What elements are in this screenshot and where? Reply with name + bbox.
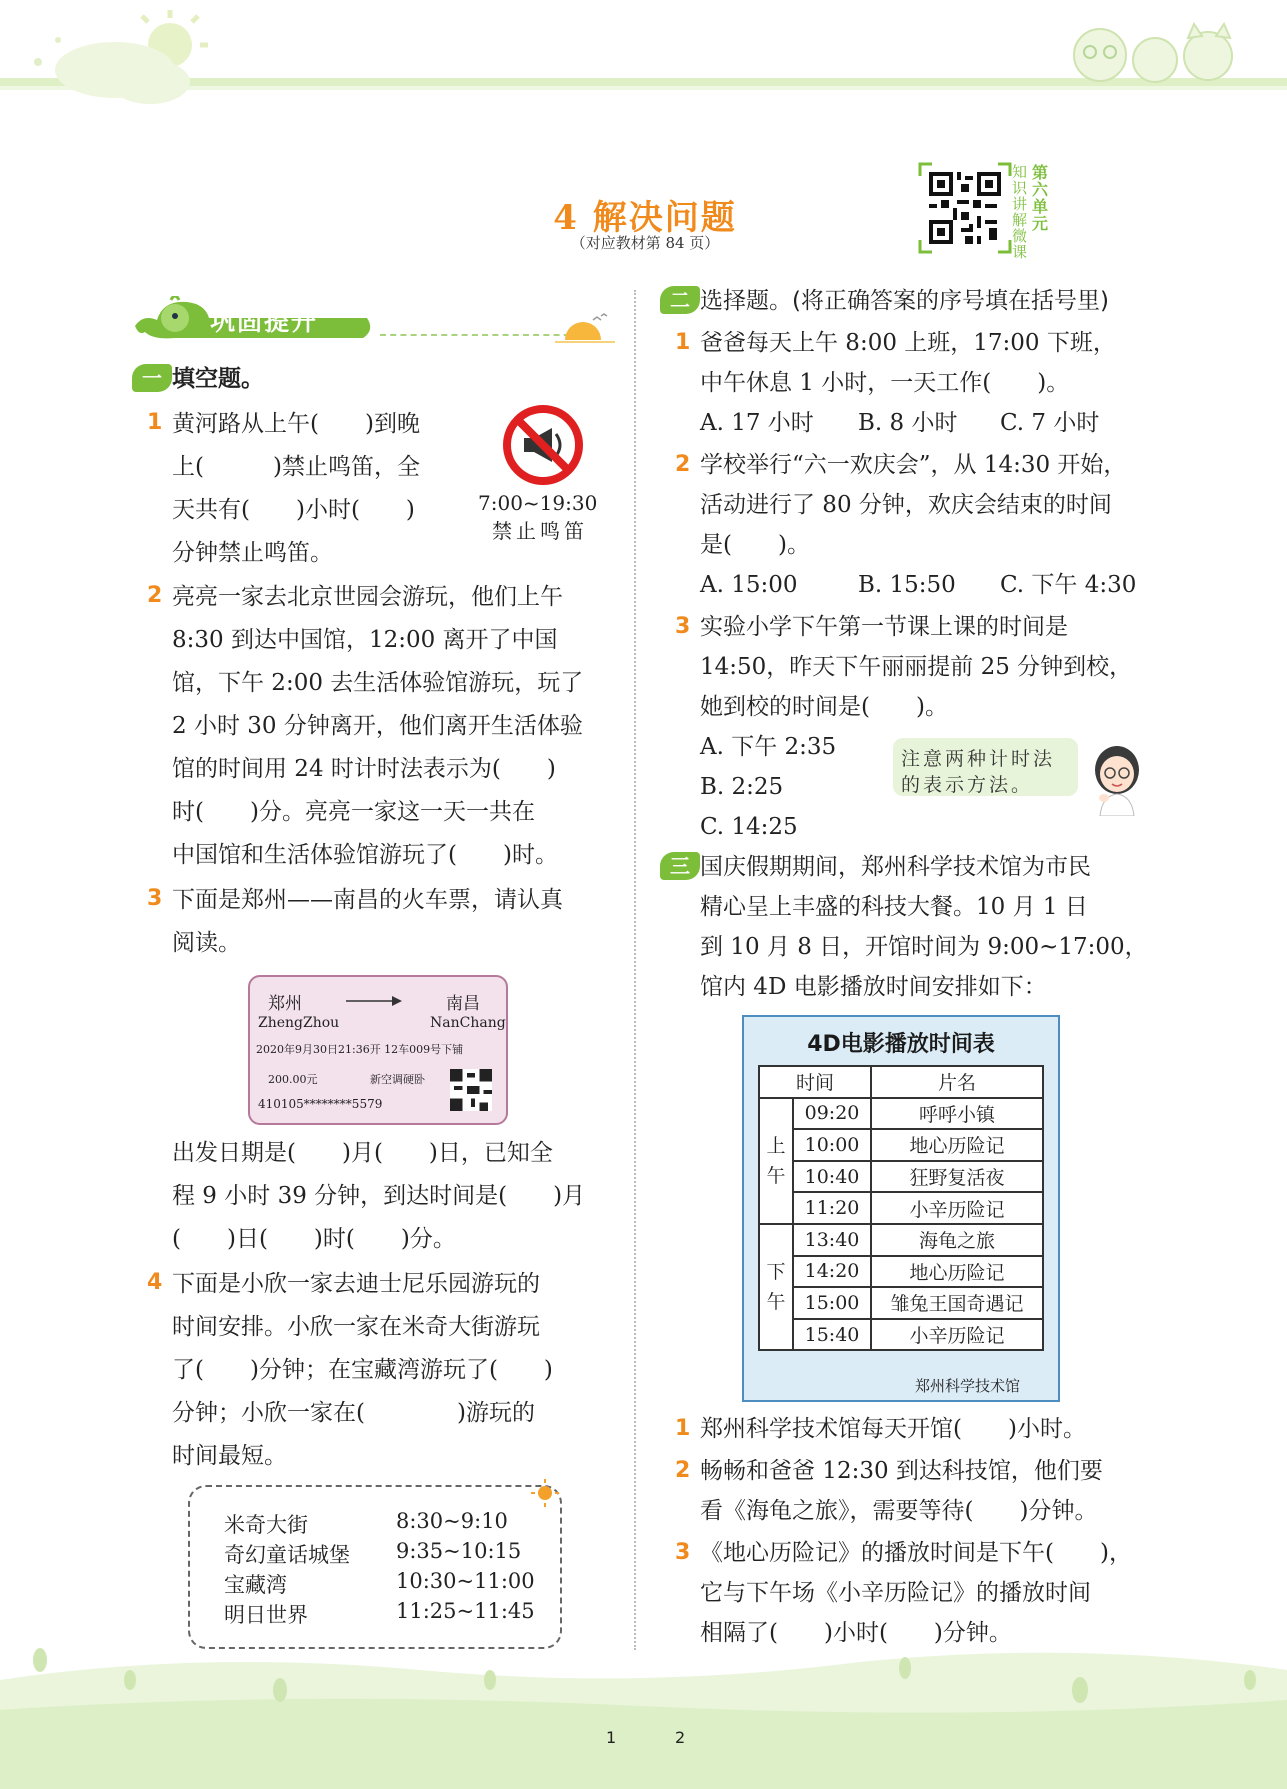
schedule-place: 宝藏湾 <box>224 1573 287 1597</box>
q4-line: 下面是小欣一家去迪士尼乐园游玩的 <box>172 1271 540 1297</box>
ticket-from-en: ZhengZhou <box>258 1015 340 1031</box>
s3-intro-line: 到 10 月 8 日，开馆时间为 9:00~17:00， <box>700 934 1148 960</box>
table-row <box>759 1161 1043 1193</box>
col-time-header: 时间 <box>759 1066 871 1098</box>
q2-line: 时( )分。亮亮一家这一天一共在 <box>172 799 535 825</box>
ticket-price: 200.00元 <box>268 1073 318 1086</box>
movie-name: 地心历险记 <box>871 1256 1043 1288</box>
s3-q3-line: 相隔了( )小时( )分钟。 <box>700 1620 1012 1646</box>
q3-line: 阅读。 <box>172 930 241 956</box>
table-row <box>759 1319 1043 1351</box>
sunset-icon <box>555 312 615 346</box>
movie-time: 15:40 <box>793 1319 871 1351</box>
q3-line: 下面是郑州——南昌的火车票，请认真 <box>172 887 563 913</box>
movie-name: 海龟之旅 <box>871 1224 1043 1256</box>
table-row <box>759 1098 1043 1130</box>
pm-label-char: 午 <box>766 1291 786 1314</box>
movie-time: 10:00 <box>793 1129 871 1161</box>
qr-frame <box>918 162 1012 254</box>
schedule-time: 9:35~10:15 <box>396 1539 522 1563</box>
s2-q3-line: 14:50，昨天下午丽丽提前 25 分钟到校， <box>700 654 1133 680</box>
q2-line: 8:30 到达中国馆，12:00 离开了中国 <box>172 627 558 653</box>
arrow-right-icon <box>346 995 402 1007</box>
animals-decoration <box>1060 20 1250 85</box>
column-divider <box>634 290 636 1650</box>
s2-q3-option-a: A. 下午 2:35 <box>700 734 837 760</box>
q2-line: 馆的时间用 24 时计时法表示为( ) <box>172 756 556 782</box>
ticket-qr-code <box>450 1069 492 1111</box>
sun-icon <box>530 1478 560 1508</box>
q1-line: 上( )禁止鸣笛，全 <box>172 454 420 480</box>
q1-line: 黄河路从上午( )到晚 <box>172 411 420 437</box>
q4-line: 了( )分钟；在宝藏湾游玩了( ) <box>172 1357 553 1383</box>
s3-q2-line: 畅畅和爸爸 12:30 到达科技馆，他们要 <box>700 1458 1103 1484</box>
q2-line: 亮亮一家去北京世园会游玩，他们上午 <box>172 584 563 610</box>
ticket-detail: 2020年9月30日21:36开 12车009号下铺 <box>256 1043 464 1056</box>
q4-line: 时间最短。 <box>172 1443 287 1469</box>
q1-number: 1 <box>147 410 163 435</box>
table-row <box>759 1192 1043 1224</box>
table-row <box>759 1129 1043 1161</box>
q4-line: 分钟；小欣一家在( )游玩的 <box>172 1400 535 1426</box>
ticket-id: 410105********5579 <box>258 1097 383 1111</box>
s3-q2-number: 2 <box>675 1458 691 1483</box>
disney-schedule <box>188 1485 562 1649</box>
section-1-title: 填空题。 <box>172 366 264 392</box>
movie-schedule-title: 4D电影播放时间表 <box>807 1032 995 1057</box>
q3-after-line: 出发日期是( )月( )日，已知全 <box>172 1140 553 1166</box>
q3-after-line: ( )日( )时( )分。 <box>172 1226 456 1252</box>
q3-number: 3 <box>147 886 163 911</box>
banner-label: 巩固提升 <box>210 307 319 336</box>
qr-label <box>1012 163 1072 261</box>
s2-q2-line: 是( )。 <box>700 532 810 558</box>
q2-line: 中国馆和生活体验馆游玩了( )时。 <box>172 842 558 868</box>
schedule-place: 米奇大街 <box>224 1513 308 1537</box>
s3-intro-line: 国庆假期期间，郑州科学技术馆为市民 <box>700 854 1091 880</box>
q4-line: 时间安排。小欣一家在米奇大街游玩 <box>172 1314 540 1340</box>
movie-time: 13:40 <box>793 1224 871 1256</box>
section-2-title: 选择题。(将正确答案的序号填在括号里) <box>700 288 1109 314</box>
movie-name: 狂野复活夜 <box>871 1161 1043 1193</box>
movie-name: 呼呼小镇 <box>871 1098 1043 1130</box>
table-row <box>759 1287 1043 1319</box>
s2-q2-option-c: C. 下午 4:30 <box>1000 572 1137 598</box>
ticket-to-en: NanChang <box>430 1015 506 1031</box>
q2-line: 馆，下午 2:00 去生活体验馆游玩，玩了 <box>172 670 584 696</box>
q1-line: 分钟禁止鸣笛。 <box>172 540 333 566</box>
s2-q1-line: 中午休息 1 小时，一天工作( )。 <box>700 370 1070 396</box>
qr-label-course: 知识讲解微课 <box>1012 163 1028 261</box>
no-horn-sign-icon <box>500 402 586 488</box>
s2-q3-line: 她到校的时间是( )。 <box>700 694 948 720</box>
schedule-time: 8:30~9:10 <box>396 1509 508 1533</box>
am-label-char: 上 <box>766 1134 786 1157</box>
section-3-badge: 三 <box>660 852 700 880</box>
section-2-badge: 二 <box>660 286 700 314</box>
schedule-time: 10:30~11:00 <box>396 1569 535 1593</box>
hint-line: 的表示方法。 <box>901 774 1034 796</box>
s2-q1-number: 1 <box>675 330 691 355</box>
table-row <box>759 1256 1043 1288</box>
movie-time: 09:20 <box>793 1098 871 1130</box>
ticket-seat: 新空调硬卧 <box>370 1073 425 1086</box>
q1-line: 天共有( )小时( ) <box>172 497 415 523</box>
s2-q2-line: 学校举行“六一欢庆会”，从 14:30 开始， <box>700 452 1127 478</box>
sign-label: 禁止鸣笛 <box>492 519 588 543</box>
s2-q1-option-c: C. 7 小时 <box>1000 410 1100 436</box>
q3-after-line: 程 9 小时 39 分钟，到达时间是( )月 <box>172 1183 586 1209</box>
q4-number: 4 <box>147 1270 163 1295</box>
s2-q2-option-a: A. 15:00 <box>700 572 798 598</box>
section-1-badge: 一 <box>132 364 172 392</box>
s2-q3-option-b: B. 2:25 <box>700 774 784 800</box>
s2-q2-option-b: B. 15:50 <box>858 572 956 598</box>
q2-line: 2 小时 30 分钟离开，他们离开生活体验 <box>172 713 583 739</box>
schedule-place: 奇幻童话城堡 <box>224 1543 350 1567</box>
movie-time: 14:20 <box>793 1256 871 1288</box>
am-label <box>759 1098 793 1224</box>
sign-time: 7:00~19:30 <box>478 491 598 515</box>
s3-q3-number: 3 <box>675 1540 691 1565</box>
s3-intro-line: 馆内 4D 电影播放时间安排如下： <box>700 974 1047 1000</box>
hint-line: 注意两种计时法 <box>901 748 1056 770</box>
qr-label-unit: 第六单元 <box>1032 163 1049 233</box>
movie-name: 地心历险记 <box>871 1129 1043 1161</box>
movie-time: 10:40 <box>793 1161 871 1193</box>
s3-q3-line: 它与下午场《小辛历险记》的播放时间 <box>700 1580 1091 1606</box>
movie-time: 15:00 <box>793 1287 871 1319</box>
movie-schedule-table <box>758 1065 1044 1351</box>
s2-q3-option-c: C. 14:25 <box>700 814 798 840</box>
s2-q1-option-b: B. 8 小时 <box>858 410 958 436</box>
s2-q1-option-a: A. 17 小时 <box>700 410 814 436</box>
schedule-place: 明日世界 <box>224 1603 308 1627</box>
q2-number: 2 <box>147 583 163 608</box>
page-subtitle: （对应教材第 84 页） <box>570 234 720 252</box>
sun-cloud-decoration <box>20 0 210 115</box>
col-name-header: 片名 <box>871 1066 1043 1098</box>
s3-q3-line: 《地心历险记》的播放时间是下午( )， <box>700 1540 1132 1566</box>
am-label-char: 午 <box>766 1164 786 1187</box>
page-number-right: 2 <box>675 1728 686 1747</box>
s3-intro-line: 精心呈上丰盛的科技大餐。10 月 1 日 <box>700 894 1088 920</box>
table-header-row <box>759 1066 1043 1098</box>
movie-name: 小辛历险记 <box>871 1319 1043 1351</box>
page-number-left: 1 <box>606 1728 617 1747</box>
banner-dash-line <box>380 334 580 336</box>
s3-q1-number: 1 <box>675 1416 691 1441</box>
movie-time: 11:20 <box>793 1192 871 1224</box>
ticket-from: 郑州 <box>268 994 302 1014</box>
movie-name: 雏兔王国奇遇记 <box>871 1287 1043 1319</box>
page-title: 4 解决问题 <box>553 198 737 238</box>
movie-schedule-footer: 郑州科学技术馆 <box>914 1377 1020 1395</box>
train-ticket <box>248 975 508 1125</box>
pm-label <box>759 1224 793 1350</box>
movie-name: 小辛历险记 <box>871 1192 1043 1224</box>
hint-bubble <box>893 738 1078 796</box>
girl-avatar-icon <box>1088 740 1146 816</box>
grass-ground-decoration <box>0 1640 1287 1789</box>
schedule-time: 11:25~11:45 <box>396 1599 535 1623</box>
s2-q2-number: 2 <box>675 452 691 477</box>
s3-q2-line: 看《海龟之旅》，需要等待( )分钟。 <box>700 1498 1098 1524</box>
pm-label-char: 下 <box>766 1261 786 1284</box>
s2-q3-number: 3 <box>675 614 691 639</box>
ticket-to: 南昌 <box>446 994 480 1014</box>
table-row <box>759 1224 1043 1256</box>
s2-q1-line: 爸爸每天上午 8:00 上班，17:00 下班， <box>700 330 1116 356</box>
s2-q2-line: 活动进行了 80 分钟，欢庆会结束的时间 <box>700 492 1112 518</box>
movie-schedule-card <box>742 1015 1060 1402</box>
s3-q1-line: 郑州科学技术馆每天开馆( )小时。 <box>700 1416 1086 1442</box>
s2-q3-line: 实验小学下午第一节课上课的时间是 <box>700 614 1068 640</box>
